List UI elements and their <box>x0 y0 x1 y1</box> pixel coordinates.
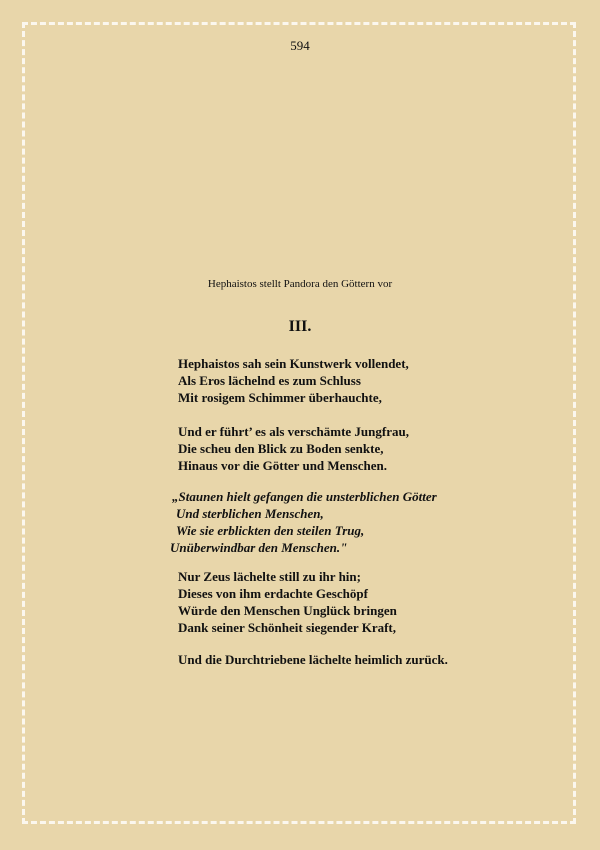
poem-line: Mit rosigem Schimmer überhauchte, <box>178 390 382 405</box>
stanza-2 <box>178 423 409 474</box>
poem-line: Unüberwindbar den Menschen." <box>170 540 348 555</box>
stanza-3-quote <box>172 488 437 556</box>
poem-line: Dank seiner Schönheit siegender Kraft, <box>178 620 396 635</box>
page-number: 594 <box>290 38 310 53</box>
poem-line: Dieses von ihm erdachte Geschöpf <box>178 586 368 601</box>
poem-line: „Staunen hielt gefangen die unsterblichen Götter <box>172 489 437 504</box>
poem-line: Als Eros lächelnd es zum Schluss <box>178 373 361 388</box>
poem-line: Die scheu den Blick zu Boden senkte, <box>178 441 384 456</box>
poem-line: Hinaus vor die Götter und Menschen. <box>178 458 387 473</box>
poem-line: Und die Durchtriebene lächelte heimlich zurück. <box>178 652 448 667</box>
stanza-4 <box>178 568 397 636</box>
poem-line: Und sterblichen Menschen, <box>176 506 324 521</box>
poem-line: Hephaistos sah sein Kunstwerk vollendet, <box>178 356 409 371</box>
poem-line: Und er führt’ es als verschämte Jungfrau, <box>178 424 409 439</box>
poem-line: Würde den Menschen Unglück bringen <box>178 603 397 618</box>
poem-line: Nur Zeus lächelte still zu ihr hin; <box>178 569 361 584</box>
section-heading: III. <box>288 318 312 335</box>
stanza-1 <box>178 355 409 406</box>
illustration-caption: Hephaistos stellt Pandora den Göttern vor <box>207 278 393 290</box>
poem-line: Wie sie erblickten den steilen Trug, <box>176 523 365 538</box>
stanza-5 <box>178 651 448 668</box>
